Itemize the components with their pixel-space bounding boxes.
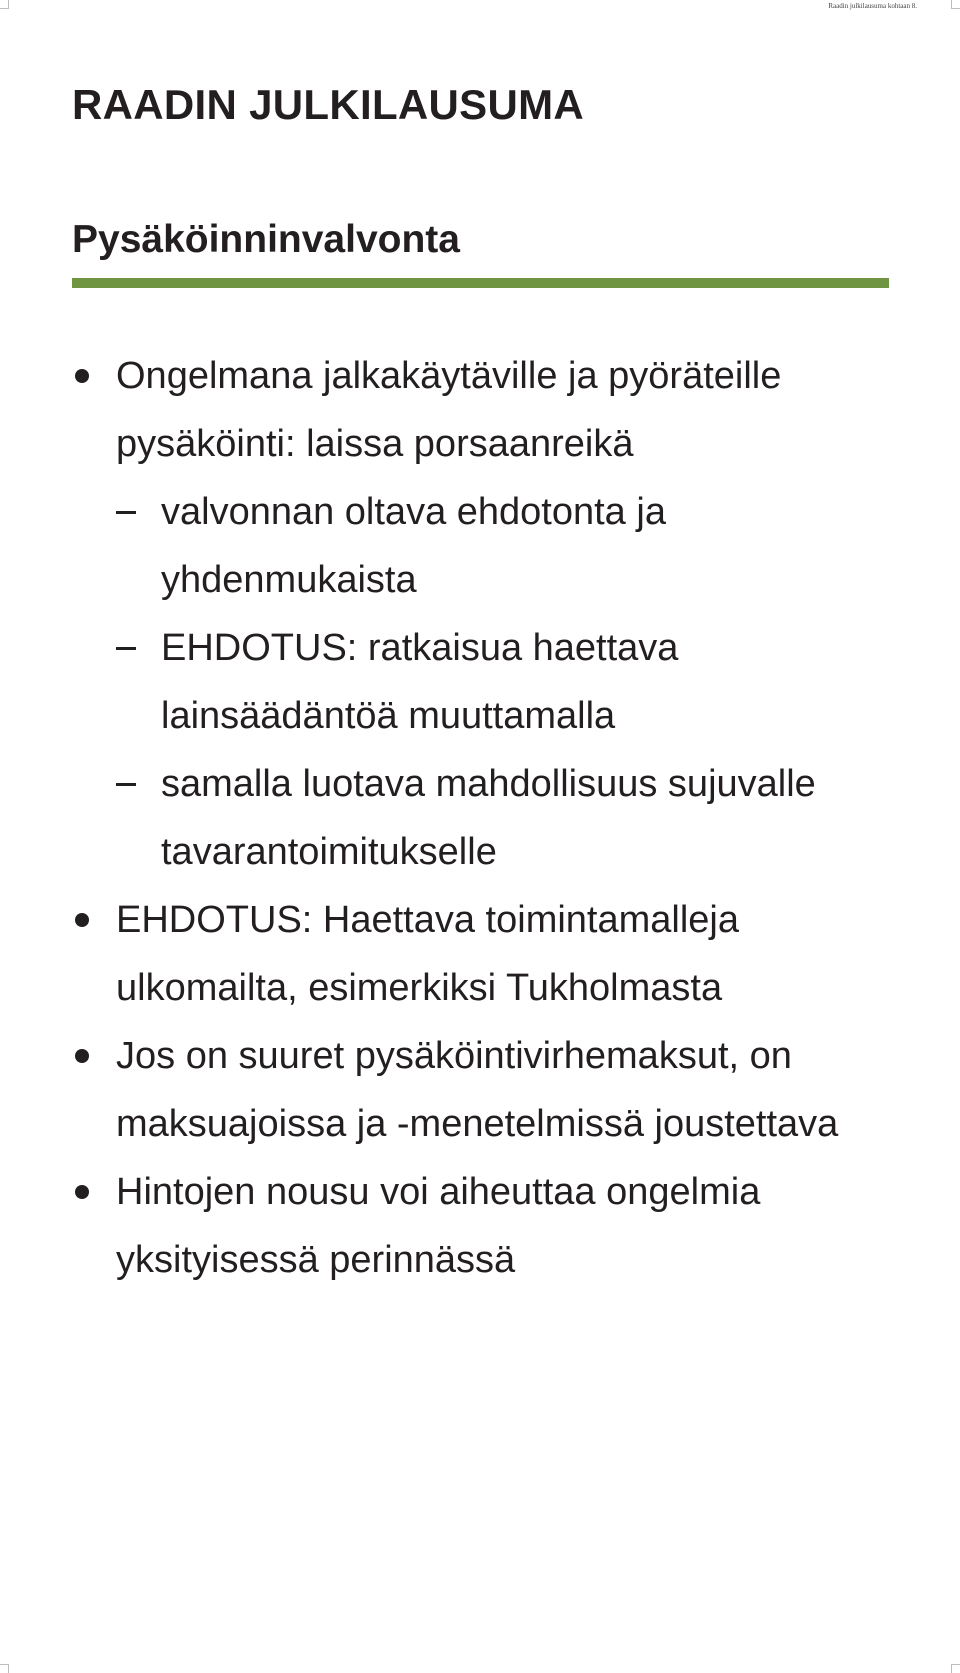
list-item (72, 886, 902, 1022)
heading-rule (72, 278, 889, 288)
bullet-icon (75, 1185, 89, 1199)
section-heading: Pysäköinninvalvonta (72, 218, 460, 261)
sub-list-item-text: EHDOTUS: ratkaisua haettava lainsäädäntöä muuttamalla (161, 627, 679, 737)
sub-list-item-text: valvonnan oltava ehdotonta ja yhdenmukaista (161, 491, 666, 601)
bullet-list (72, 342, 902, 1294)
crop-mark (951, 1664, 952, 1673)
crop-mark (951, 0, 952, 9)
list-item (72, 1158, 902, 1294)
dash-icon (116, 783, 136, 786)
page-title: RAADIN JULKILAUSUMA (72, 81, 585, 128)
bullet-icon (75, 913, 89, 927)
list-item-text: Jos on suuret pysäköintivirhemaksut, on maksuajoissa ja -menetelmissä joustettava (116, 1035, 839, 1145)
sub-list-item-text: samalla luotava mahdollisuus sujuvalle tavarantoimitukselle (161, 763, 816, 873)
list-item (72, 1022, 902, 1158)
sub-list-item (116, 614, 902, 750)
list-item-text: Hintojen nousu voi aiheuttaa ongelmia yksityisessä perinnässä (116, 1171, 761, 1281)
bullet-icon (75, 369, 89, 383)
bullet-icon (75, 1049, 89, 1063)
crop-mark (951, 1664, 960, 1665)
sub-list-item (116, 478, 902, 614)
sub-list-item (116, 750, 902, 886)
crop-mark (951, 8, 960, 9)
dash-icon (116, 511, 136, 514)
list-item-text: EHDOTUS: Haettava toimintamalleja ulkomailta, esimerkiksi Tukholmasta (116, 899, 739, 1009)
crop-mark (8, 1664, 9, 1673)
crop-mark (8, 0, 9, 9)
list-item (72, 342, 902, 886)
dash-icon (116, 647, 136, 650)
sub-list (116, 478, 902, 886)
list-item-text: Ongelmana jalkakäytäville ja pyöräteille pysäköinti: laissa porsaanreikä (116, 355, 782, 465)
page-note: Raadin julkilausuma kohtaan 8. (828, 2, 917, 10)
